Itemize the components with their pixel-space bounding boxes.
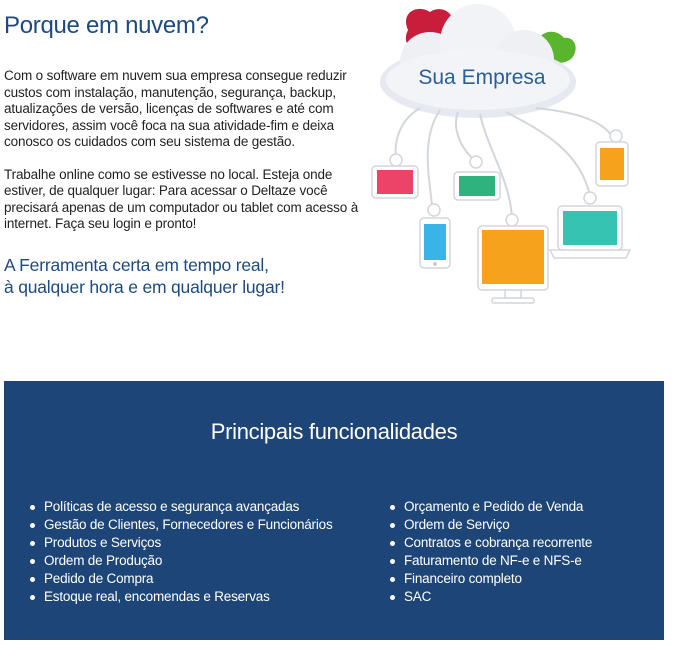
feature-item: Orçamento e Pedido de Venda [388,498,592,516]
feature-item: Financeiro completo [388,570,592,588]
cloud-devices-illustration [360,0,673,310]
feature-item: Estoque real, encomendas e Reservas [28,588,333,606]
intro-section [4,0,374,298]
features-section [4,381,664,640]
feature-item: Pedido de Compra [28,570,333,588]
blue-phone-icon [420,204,450,268]
feature-list-left [28,498,333,606]
tagline-line-1: A Ferramenta certa em tempo real, [4,254,269,275]
feature-item: Faturamento de NF-e e NFS-e [388,552,592,570]
feature-item: Ordem de Produção [28,552,333,570]
feature-item: Políticas de acesso e segurança avançadas [28,498,333,516]
teal-laptop-icon [550,192,630,258]
feature-list-right [388,498,592,606]
feature-item: Produtos e Serviços [28,534,333,552]
green-tablet-icon [454,156,500,200]
tagline-line-2: à qualquer hora e em qualquer lugar! [4,276,285,297]
pink-tablet-icon [372,154,418,198]
intro-paragraph-1: Com o software em nuvem sua empresa consegue reduzir custos com instalação, manutenção, segurança, backup, atualizações de versão, licenças de softwares e até com servidores, assim você foca na sua atividade-fim e deixa conosco os cuidados com seu sistema de gestão. [4,68,347,149]
intro-paragraph-2: Trabalhe online como se estivesse no local. Esteja onde estiver, de qualquer lugar: Para acessar o Deltaze você precisará apenas de um computador ou tablet com acesso à internet. Faça seu login e pronto! [4,166,359,231]
feature-item: SAC [388,588,592,606]
feature-item: Contratos e cobrança recorrente [388,534,592,552]
cloud-label: Sua Empresa [418,66,546,89]
feature-item: Gestão de Clientes, Fornecedores e Funcionários [28,516,333,534]
page-title: Porque em nuvem? [4,12,209,39]
orange-monitor-icon [478,214,548,303]
feature-item: Ordem de Serviço [388,516,592,534]
features-title: Principais funcionalidades [210,419,458,444]
orange-phone-icon [596,130,628,186]
tagline [4,254,374,298]
